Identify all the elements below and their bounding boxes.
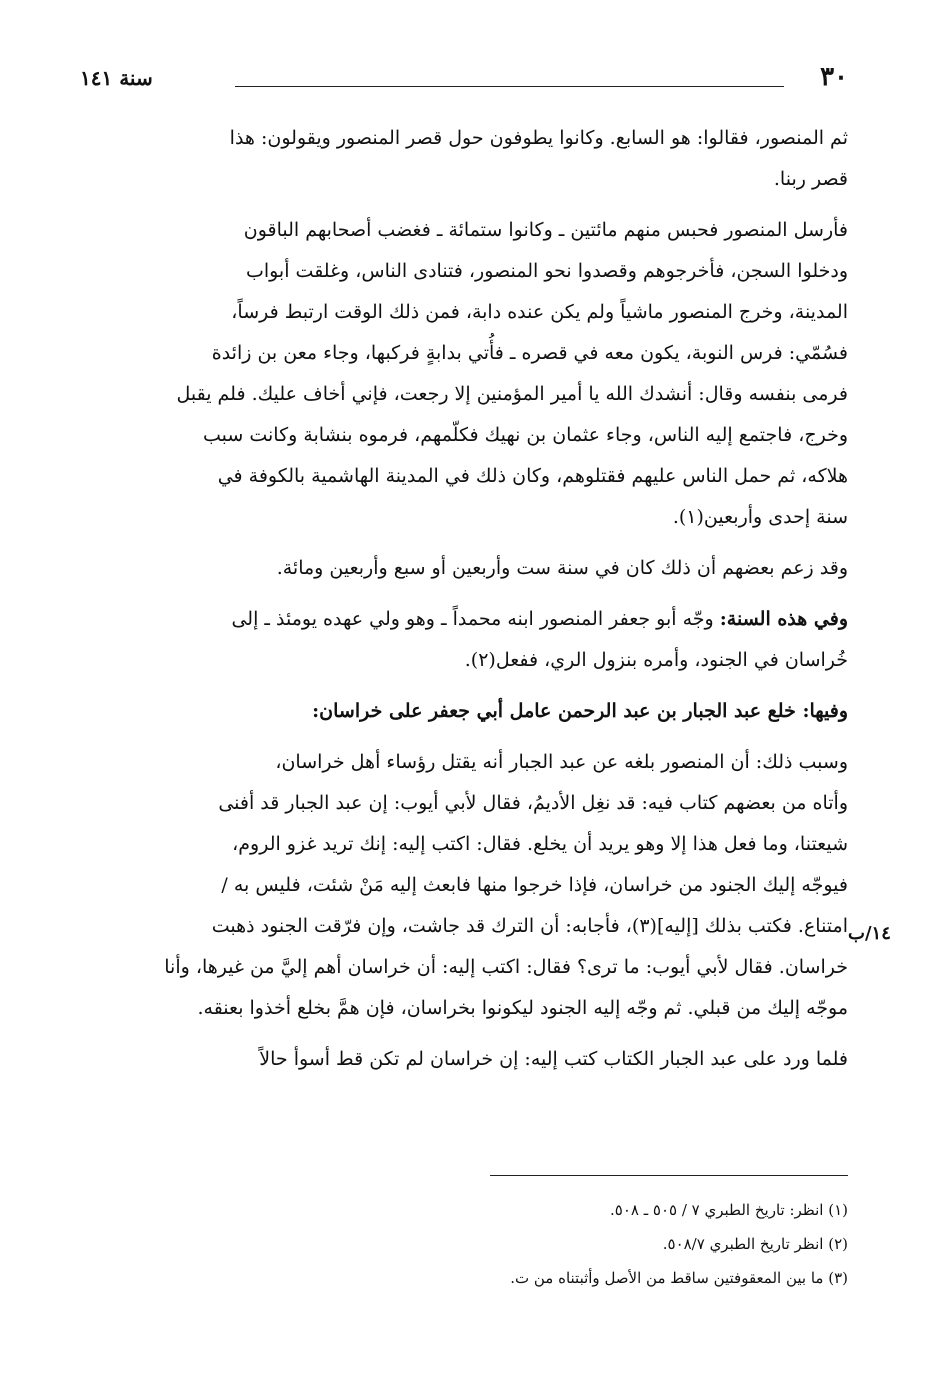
- page-number: ٣٠: [820, 62, 848, 92]
- section-lead: وفي هذه السنة:: [719, 608, 848, 630]
- text-line: وقد زعم بعضهم أن ذلك كان في سنة ست وأربعين أو سبع وأربعين ومائة.: [276, 557, 848, 579]
- footnote-1: (١) انظر: تاريخ الطبري ٧ / ٥٠٥ ـ ٥٠٨.: [610, 1201, 848, 1219]
- text-line: ثم المنصور، فقالوا: هو السابع. وكانوا يطوفون حول قصر المنصور ويقولون: هذا: [229, 127, 848, 149]
- text-line: خراسان. فقال لأبي أيوب: ما ترى؟ فقال: اكتب إليه: أن خراسان أهم إليَّ من غيرها، وأنا: [164, 956, 848, 978]
- paragraph-3: [80, 548, 848, 589]
- text-line: شيعتنا، وما فعل هذا إلا وهو يريد أن يخلع. فقال: اكتب إليه: إنك تريد غزو الروم،: [232, 833, 848, 855]
- text-line: فلما ورد على عبد الجبار الكتاب كتب إليه: إن خراسان لم تكن قط أسوأ حالاً: [259, 1048, 848, 1070]
- paragraph-2: [80, 210, 848, 538]
- text-line: المدينة، وخرج المنصور ماشياً ولم يكن عنده دابة، فمن ذلك الوقت ارتبط فرساً،: [231, 301, 848, 323]
- paragraph-6: [80, 742, 848, 1029]
- text-span: وجّه أبو جعفر المنصور ابنه محمداً ـ وهو ولي عهده يومئذ ـ إلى: [231, 608, 714, 630]
- page-header: [80, 62, 848, 102]
- footnote-2: (٢) انظر تاريخ الطبري ٥٠٨/٧.: [662, 1235, 848, 1253]
- paragraph-1: [80, 118, 848, 200]
- header-rule: [235, 86, 784, 87]
- text-line: قصر ربنا.: [773, 168, 848, 190]
- footnote-rule: [490, 1175, 848, 1176]
- text-line: موجّه إليك من قبلي. ثم وجّه إليه الجنود ليكونوا بخراسان، فإن همَّ بخلع أخذوا بعنقه.: [197, 997, 848, 1019]
- text-line: سنة إحدى وأربعين(١).: [672, 506, 848, 528]
- text-line: فسُمّي: فرس النوبة، يكون معه في قصره ـ فأُتي بدابةٍ فركبها، وجاء معن بن زائدة: [211, 342, 848, 364]
- text-line: ودخلوا السجن، فأخرجوهم وقصدوا نحو المنصور، فتنادى الناس، وغلقت أبواب: [245, 260, 848, 282]
- paragraph-4: [80, 599, 848, 681]
- footnotes: [80, 1193, 848, 1295]
- text-line: هلاكه، ثم حمل الناس عليهم فقتلوهم، وكان ذلك في المدينة الهاشمية بالكوفة في: [217, 465, 848, 487]
- manuscript-folio-marker: ١٤/ب: [848, 923, 891, 944]
- heading-line: وفيها: خلع عبد الجبار بن عبد الرحمن عامل أبي جعفر على خراسان:: [312, 700, 848, 722]
- text-line: وخرج، فاجتمع إليه الناس، وجاء عثمان بن نهيك فكلّمهم، فرموه بنشابة وكانت سبب: [202, 424, 848, 446]
- text-line: وأتاه من بعضهم كتاب فيه: قد نغِل الأديمُ، فقال لأبي أيوب: إن عبد الجبار قد أفنى: [218, 792, 848, 814]
- running-head-year: سنة ١٤١: [80, 66, 153, 90]
- footnote-3: (٣) ما بين المعقوفتين ساقط من الأصل وأثبتناه من ت.: [510, 1269, 848, 1287]
- paragraph-7: [80, 1039, 848, 1080]
- text-line: فأرسل المنصور فحبس منهم مائتين ـ وكانوا ستمائة ـ فغضب أصحابهم الباقون: [243, 219, 848, 241]
- text-line: فرمى بنفسه وقال: أنشدك الله يا أمير المؤمنين إلا رجعت، فإني أخاف عليك. فلم يقبل: [176, 383, 848, 405]
- text-line: فيوجّه إليك الجنود من خراسان، فإذا خرجوا منها فابعث إليه مَنْ شئت، فليس به /: [221, 874, 848, 896]
- section-heading: [80, 691, 848, 732]
- text-line: امتناع. فكتب بذلك [إليه](٣)، فأجابه: أن الترك قد جاشت، وإن فرّقت الجنود ذهبت: [211, 915, 848, 937]
- text-line: [80, 599, 848, 640]
- text-line: خُراسان في الجنود، وأمره بنزول الري، ففعل(٢).: [464, 649, 848, 671]
- text-line: وسبب ذلك: أن المنصور بلغه عن عبد الجبار أنه يقتل رؤساء أهل خراسان،: [275, 751, 848, 773]
- main-text: [80, 118, 848, 1090]
